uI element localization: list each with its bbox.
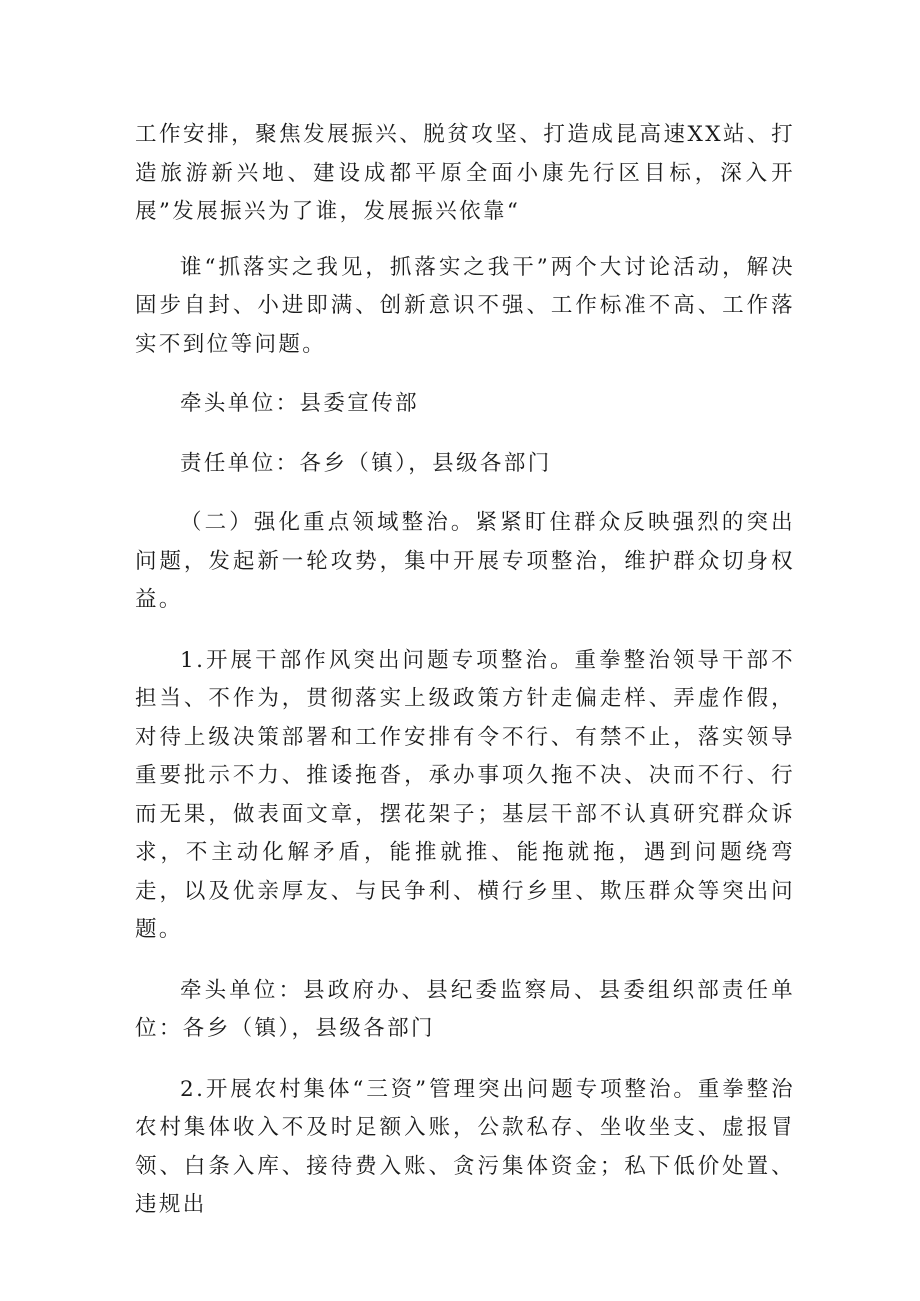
responsible-unit-line: 责任单位：各乡（镇），县级各部门 <box>180 450 552 476</box>
section-heading-key-areas: （二）强化重点领域整治。紧紧盯住群众反映强烈的突出问题，发起新一轮攻势，集中开展专项整治，维护群众切身权益。 <box>135 510 795 612</box>
lead-unit-line: 牵头单位：县委宣传部 <box>180 391 420 416</box>
lead-unit-line-2: 牵头单位：县政府办、县纪委监察局、县委组织部责任单位：各乡（镇），县级各部门 <box>135 977 795 1041</box>
paragraph-discussion-activities: 谁“抓落实之我见，抓落实之我干”两个大讨论活动，解决固步自封、小进即满、创新意识不强、工作标准不高、工作落实不到位等问题。 <box>135 254 795 357</box>
item-1-cadre-style: 1.开展干部作风突出问题专项整治。重拳整治领导干部不担当、不作为，贯彻落实上级政策方针走偏走样、弄虚作假，对待上级决策部署和工作安排有令不行、有禁不止，落实领导重要批示不力、推诿拖沓，承办事项久拖不决、决而不行、行而无果，做表面文章，摆花架子；基层干部不认真研究群众诉求，不主动化解矛盾，能推就推、能拖就拖，遇到问题绕弯走，以及优亲厚友、与民争利、横行乡里、欺压群众等突出问题。 <box>135 647 795 942</box>
paragraph-work-arrangement: 工作安排，聚焦发展振兴、脱贫攻坚、打造成昆高速XX站、打造旅游新兴地、建设成都平原全面小康先行区目标，深入开展”发展振兴为了谁，发展振兴依靠“ <box>135 122 795 224</box>
document-page <box>135 116 795 1225</box>
item-2-rural-assets: 2.开展农村集体“三资”管理突出问题专项整治。重拳整治农村集体收入不及时足额入账，公款私存、坐收坐支、虚报冒领、白条入库、接待费入账、贪污集体资金；私下低价处置、违规出 <box>135 1076 795 1217</box>
